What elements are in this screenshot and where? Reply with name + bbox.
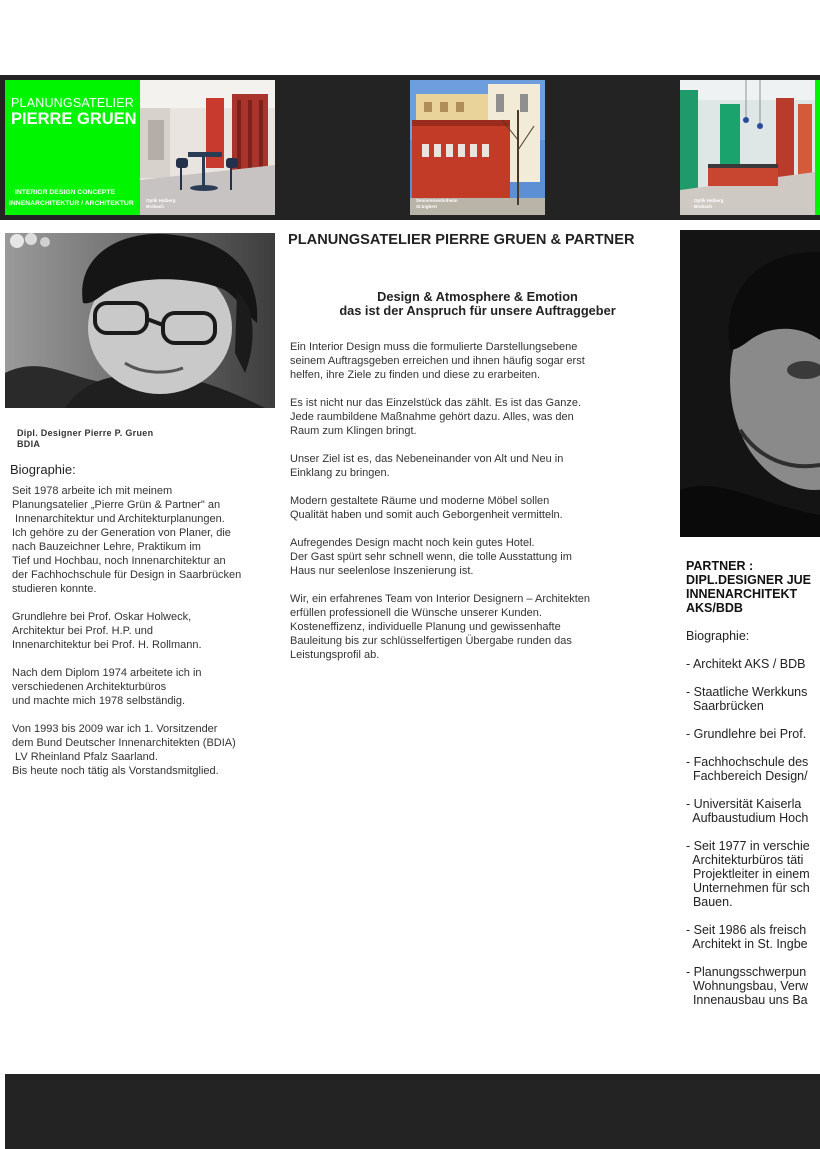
slogan: [290, 290, 665, 318]
text-line: Wir, ein erfahrenes Team von Interior Designern – Architekten: [290, 593, 591, 605]
banner-photo-interior-red[interactable]: [140, 80, 275, 215]
text-line: Nach dem Diplom 1974 arbeitete ich in: [12, 667, 202, 679]
photo-caption-line: Optik Halberg: [694, 198, 724, 203]
banner-photo-building[interactable]: [410, 80, 545, 215]
text-line: Qualität haben und somit auch Geborgenheit vermitteln.: [290, 509, 563, 521]
text-line: Innenarchitektur bei Prof. H. Rollmann.: [12, 639, 202, 651]
paragraph: [686, 797, 810, 825]
paragraph: [290, 494, 635, 522]
text-line: Fachbereich Design/: [686, 769, 808, 783]
logo-line-4: INNENARCHITEKTUR / ARCHITEKTUR: [9, 200, 134, 207]
text-line: Kosteneffizenz, individuelle Planung und gewissenhafte: [290, 621, 561, 633]
text-line: Unternehmen für sch: [686, 881, 810, 895]
text-line: Bauen.: [686, 895, 733, 909]
text-line: Aufregendes Design macht noch kein gutes Hotel.: [290, 537, 535, 549]
paragraph: [290, 452, 635, 480]
partner-biography-heading: Biographie:: [686, 629, 750, 643]
text-line: - Seit 1986 als freisch: [686, 923, 807, 937]
partner-heading-line: AKS/BDB: [686, 601, 743, 615]
text-line: Jede raumbildene Maßnahme gehört dazu. Alles, was den: [290, 411, 574, 423]
text-line: Seit 1978 arbeite ich mit meinem: [12, 485, 173, 497]
text-line: Wohnungsbau, Verw: [686, 979, 809, 993]
text-line: studieren konnte.: [12, 583, 97, 595]
text-line: Architektur bei Prof. H.P. und: [12, 625, 154, 637]
text-line: Ein Interior Design muss die formulierte Darstellungsebene: [290, 341, 578, 353]
paragraph: [686, 685, 810, 713]
paragraph: [290, 536, 635, 578]
text-line: Raum zum Klingen bringt.: [290, 425, 417, 437]
paragraph: [290, 592, 635, 662]
portrait-caption: [17, 428, 153, 450]
text-line: - Staatliche Werkkuns: [686, 685, 808, 699]
text-line: Leistungsprofil ab.: [290, 649, 380, 661]
text-line: - Planungsschwerpun: [686, 965, 807, 979]
text-line: - Universität Kaiserla: [686, 797, 802, 811]
text-line: - Architekt AKS / BDB: [686, 657, 806, 671]
paragraph: [686, 657, 810, 671]
text-line: Bauleitung bis zur schlüsselfertigen Übergabe runden das: [290, 635, 572, 647]
page-title: PLANUNGSATELIER PIERRE GRUEN & PARTNER: [288, 232, 635, 248]
paragraph: [12, 722, 277, 778]
logo-line-3: INTERIOR DESIGN CONCEPTE: [15, 189, 116, 196]
paragraph: [290, 396, 635, 438]
paragraph: [12, 666, 277, 708]
text-line: Von 1993 bis 2009 war ich 1. Vorsitzender: [12, 723, 218, 735]
paragraph: [290, 340, 635, 382]
portrait-pierre-gruen: [5, 233, 275, 408]
text-line: Unser Ziel ist es, das Nebeneinander von Alt und Neu in: [290, 453, 564, 465]
text-line: Haus nur seelenlose Inszenierung ist.: [290, 565, 474, 577]
partner-heading-line: INNENARCHITEKT: [686, 587, 798, 601]
text-line: und machte mich 1978 selbständig.: [12, 695, 186, 707]
text-line: verschiedenen Architekturbüros: [12, 681, 167, 693]
paragraph: [686, 727, 810, 741]
text-line: Es ist nicht nur das Einzelstück das zählt. Es ist das Ganze.: [290, 397, 582, 409]
paragraph: [686, 965, 810, 1007]
banner-green-edge: [815, 80, 820, 215]
text-line: - Seit 1977 in verschie: [686, 839, 810, 853]
biography-heading: Biographie:: [10, 462, 76, 477]
logo-line-1: PLANUNGSATELIER: [11, 96, 134, 110]
logo-line-2: PIERRE GRUEN: [11, 110, 137, 128]
text-line: Tief und Hochbau, noch Innenarchitektur an: [12, 555, 226, 567]
text-line: Ich gehöre zu der Generation von Planer, die: [12, 527, 231, 539]
slogan-line-2: das ist der Anspruch für unsere Auftraggeber: [339, 303, 616, 318]
photo-caption-line: Brebach: [146, 204, 165, 209]
text-line: helfen, ihre Ziele zu finden und diese zu erarbeiten.: [290, 369, 541, 381]
text-line: Bis heute noch tätig als Vorstandsmitglied.: [12, 765, 219, 777]
photo-caption-line: Brebach: [694, 204, 713, 209]
text-line: Aufbaustudium Hoch: [686, 811, 809, 825]
banner-photo-interior-green[interactable]: [680, 80, 815, 215]
text-line: - Grundlehre bei Prof.: [686, 727, 807, 741]
paragraph: [686, 839, 810, 909]
photo-caption-line: Seniorenwohnheim: [416, 198, 458, 203]
text-line: Saarbrücken: [686, 699, 764, 713]
text-line: nach Bauzeichner Lehre, Praktikum im: [12, 541, 201, 553]
designer-association: BDIA: [17, 439, 41, 449]
text-line: seinem Auftragsgeben erreichen und ihnen häufig sogar erst: [290, 355, 585, 367]
text-line: der Fachhochschule für Design in Saarbrücken: [12, 569, 242, 581]
text-line: Innenausbau uns Ba: [686, 993, 808, 1007]
text-line: dem Bund Deutscher Innenarchitekten (BDIA): [12, 737, 236, 749]
text-line: LV Rheinland Pfalz Saarland.: [12, 751, 158, 763]
footer-bar: [5, 1074, 820, 1149]
biography-text: [12, 484, 277, 778]
text-line: Projektleiter in einem: [686, 867, 810, 881]
photo-caption-line: Optik Halberg: [146, 198, 176, 203]
partner-heading-line: DIPL.DESIGNER JUE: [686, 573, 812, 587]
text-line: Architekturbüros täti: [686, 853, 804, 867]
text-line: Grundlehre bei Prof. Oskar Holweck,: [12, 611, 192, 623]
portrait-partner: [680, 230, 820, 537]
partner-heading: [686, 559, 811, 615]
text-line: Planungsatelier „Pierre Grün & Partner" an: [12, 499, 221, 511]
text-line: Innenarchitektur und Architekturplanungen.: [12, 513, 225, 525]
designer-name: Dipl. Designer Pierre P. Gruen: [17, 428, 154, 438]
company-logo[interactable]: [5, 80, 140, 215]
text-line: erfüllen professionell die Wünsche unserer Kunden.: [290, 607, 542, 619]
text-line: Architekt in St. Ingbe: [686, 937, 808, 951]
paragraph: [686, 755, 810, 783]
paragraph: [12, 610, 277, 652]
photo-caption-line: St.Ingbert: [416, 204, 437, 209]
text-line: Modern gestaltete Räume und moderne Möbel sollen: [290, 495, 550, 507]
partner-biography-list: [686, 657, 810, 1007]
slogan-line-1: Design & Atmosphere & Emotion: [377, 289, 578, 304]
text-line: Einklang zu bringen.: [290, 467, 390, 479]
text-line: Der Gast spürt sehr schnell wenn, die tolle Ausstattung im: [290, 551, 572, 563]
text-line: - Fachhochschule des: [686, 755, 809, 769]
intro-text: [290, 340, 635, 662]
paragraph: [686, 923, 810, 951]
paragraph: [12, 484, 277, 596]
partner-heading-line: PARTNER :: [686, 559, 754, 573]
